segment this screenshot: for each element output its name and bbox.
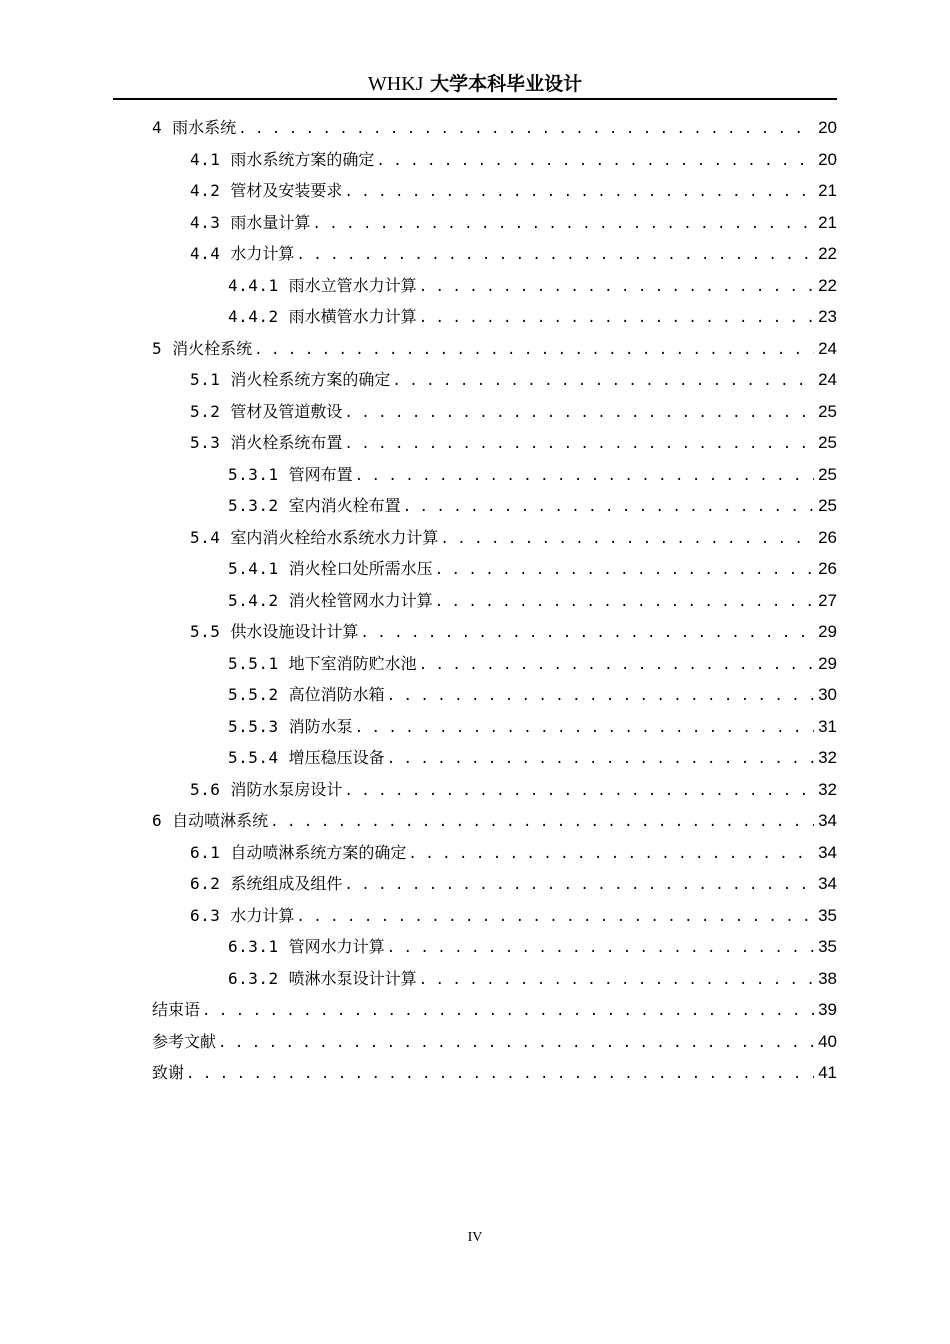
- toc-entry-title: 消火栓管网水力计算: [288, 590, 433, 610]
- toc-dot-leader: [387, 681, 814, 713]
- toc-entry-number: 4: [152, 118, 163, 137]
- toc-entry-page: 41: [818, 1063, 837, 1082]
- toc-entry-title: 结束语: [152, 1000, 201, 1019]
- toc-entry-page: 25: [818, 496, 837, 515]
- toc-dot-leader: [344, 398, 814, 430]
- toc-entry[interactable]: [152, 711, 837, 743]
- toc-entry-number: 4.4.1: [228, 275, 279, 295]
- toc-entry[interactable]: [152, 837, 837, 869]
- toc-entry[interactable]: [152, 868, 837, 900]
- toc-entry-page: 26: [818, 527, 837, 547]
- toc-entry-title: 增压稳压设备: [288, 748, 385, 767]
- toc-entry[interactable]: [152, 490, 837, 522]
- toc-entry-page: 35: [818, 937, 837, 956]
- toc-entry[interactable]: [152, 679, 837, 711]
- toc-entry[interactable]: [152, 1026, 837, 1058]
- toc-entry-number: 5.3.2: [228, 496, 279, 515]
- toc-entry-number: 5.5.4: [228, 748, 279, 767]
- toc-entry-page: 22: [818, 244, 837, 263]
- toc-entry-page: 21: [818, 181, 837, 200]
- toc-entry-title: 管网水力计算: [288, 937, 385, 956]
- toc-entry[interactable]: [152, 585, 837, 617]
- toc-entry-title: 喷淋水泵设计计算: [288, 968, 417, 988]
- toc-entry[interactable]: [152, 144, 837, 176]
- toc-entry-number: 5.2: [190, 401, 221, 421]
- toc-entry-number: 5.4.2: [228, 590, 279, 610]
- toc-dot-leader: [419, 650, 814, 682]
- toc-entry-page: 32: [818, 748, 837, 767]
- toc-entry-number: 6.3.1: [228, 937, 279, 956]
- toc-entry-number: 6.1: [190, 842, 221, 862]
- toc-dot-leader: [344, 429, 814, 461]
- toc-dot-leader: [419, 272, 814, 304]
- toc-entry-number: 5.6: [190, 779, 221, 799]
- toc-dot-leader: [387, 933, 814, 965]
- toc-entry-page: 40: [818, 1031, 837, 1051]
- toc-entry[interactable]: [152, 396, 837, 428]
- toc-entry-number: 5: [152, 338, 163, 358]
- toc-entry-page: 38: [818, 968, 837, 988]
- toc-entry-title: 消防水泵房设计: [230, 779, 343, 799]
- toc-dot-leader: [376, 146, 814, 178]
- toc-dot-leader: [296, 240, 814, 272]
- toc-dot-leader: [360, 618, 814, 650]
- toc-entry-title: 室内消火栓布置: [288, 496, 401, 515]
- toc-entry-title: 消火栓系统布置: [230, 433, 343, 452]
- toc-entry-page: 27: [818, 590, 837, 610]
- toc-entry-page: 29: [818, 622, 837, 641]
- toc-dot-leader: [254, 335, 814, 367]
- toc-dot-leader: [202, 996, 814, 1028]
- toc-entry[interactable]: [152, 616, 837, 648]
- toc-entry[interactable]: [152, 931, 837, 963]
- toc-entry-title: 消火栓口处所需水压: [288, 559, 433, 578]
- toc-entry-title: 地下室消防贮水池: [288, 653, 417, 673]
- toc-entry-page: 20: [818, 149, 837, 169]
- toc-entry[interactable]: [152, 238, 837, 270]
- toc-entry-title: 消火栓系统方案的确定: [230, 370, 391, 389]
- toc-dot-leader: [355, 713, 814, 745]
- toc-entry-number: 6.3: [190, 905, 221, 925]
- toc-entry-number: 4.4.2: [228, 307, 279, 326]
- toc-entry-number: 5.4.1: [228, 559, 279, 578]
- toc-entry-number: 6.3.2: [228, 968, 279, 988]
- toc-entry[interactable]: [152, 301, 837, 333]
- toc-dot-leader: [344, 177, 814, 209]
- toc-entry[interactable]: [152, 963, 837, 995]
- toc-entry[interactable]: [152, 1057, 837, 1089]
- toc-entry-title: 水力计算: [230, 905, 295, 925]
- toc-entry-title: 供水设施设计计算: [230, 622, 359, 641]
- toc-dot-leader: [296, 902, 814, 934]
- toc-entry-page: 26: [818, 559, 837, 578]
- toc-entry-number: 5.5.2: [228, 685, 279, 704]
- toc-dot-leader: [408, 839, 814, 871]
- toc-entry-title: 消防水泵: [288, 716, 353, 736]
- toc-entry-title: 水力计算: [230, 244, 295, 263]
- toc-entry-page: 25: [818, 433, 837, 452]
- table-of-contents: [152, 112, 837, 1089]
- toc-entry-number: 6: [152, 811, 163, 830]
- toc-entry-page: 34: [818, 811, 837, 830]
- header-prefix: WHKJ: [367, 73, 424, 95]
- toc-entry-page: 32: [818, 779, 837, 799]
- toc-entry-title: 系统组成及组件: [230, 874, 343, 893]
- toc-entry[interactable]: [152, 459, 837, 491]
- toc-entry[interactable]: [152, 774, 837, 806]
- toc-entry[interactable]: [152, 742, 837, 774]
- toc-dot-leader: [419, 303, 814, 335]
- toc-dot-leader: [344, 870, 814, 902]
- toc-entry-number: 4.1: [190, 149, 221, 169]
- toc-entry-page: 34: [818, 874, 837, 893]
- toc-entry-number: 4.3: [190, 212, 221, 232]
- toc-entry-number: 6.2: [190, 874, 221, 893]
- toc-entry-page: 25: [818, 464, 837, 484]
- toc-entry-page: 22: [818, 275, 837, 295]
- toc-entry-page: 29: [818, 653, 837, 673]
- toc-entry-title: 高位消防水箱: [288, 685, 385, 704]
- toc-entry-title: 自动喷淋系统: [172, 811, 269, 830]
- toc-entry-number: 5.1: [190, 370, 221, 389]
- toc-dot-leader: [392, 366, 814, 398]
- toc-entry-number: 5.3: [190, 433, 221, 452]
- toc-entry[interactable]: [152, 427, 837, 459]
- toc-entry[interactable]: [152, 175, 837, 207]
- toc-entry[interactable]: [152, 648, 837, 680]
- toc-entry-number: 5.5: [190, 622, 221, 641]
- toc-entry[interactable]: [152, 112, 837, 144]
- toc-entry-title: 雨水横管水力计算: [288, 307, 417, 326]
- toc-entry[interactable]: [152, 207, 837, 239]
- toc-entry-number: 4.4: [190, 244, 221, 263]
- toc-entry-number: 5.5.1: [228, 653, 279, 673]
- toc-dot-leader: [238, 114, 814, 146]
- toc-entry-title: 雨水量计算: [230, 212, 311, 232]
- toc-entry-title: 致谢: [152, 1063, 185, 1082]
- toc-entry[interactable]: [152, 805, 837, 837]
- toc-entry-page: 34: [818, 842, 837, 862]
- toc-entry-title: 自动喷淋系统方案的确定: [230, 842, 407, 862]
- toc-entry-number: 5.4: [190, 527, 221, 547]
- toc-entry-title: 管材及安装要求: [230, 181, 343, 200]
- toc-entry-title: 管材及管道敷设: [230, 401, 343, 421]
- toc-entry-number: 5.3.1: [228, 464, 279, 484]
- toc-entry[interactable]: [152, 553, 837, 585]
- header-title: 大学本科毕业设计: [430, 73, 583, 95]
- toc-entry-page: 30: [818, 685, 837, 704]
- toc-dot-leader: [419, 965, 814, 997]
- toc-dot-leader: [270, 807, 814, 839]
- toc-entry-title: 室内消火栓给水系统水力计算: [230, 527, 439, 547]
- toc-entry-number: 4.2: [190, 181, 221, 200]
- page-header: [113, 70, 837, 98]
- toc-entry-page: 39: [818, 1000, 837, 1019]
- toc-entry-page: 24: [818, 370, 837, 389]
- toc-entry-page: 25: [818, 401, 837, 421]
- toc-entry[interactable]: [152, 333, 837, 365]
- toc-entry-title: 参考文献: [152, 1031, 217, 1051]
- toc-dot-leader: [344, 776, 814, 808]
- toc-entry-page: 31: [818, 716, 837, 736]
- toc-entry-title: 消火栓系统: [172, 338, 253, 358]
- toc-entry-page: 20: [818, 118, 837, 137]
- toc-entry-page: 23: [818, 307, 837, 326]
- toc-entry[interactable]: [152, 522, 837, 554]
- page-number: IV: [467, 1230, 483, 1245]
- toc-dot-leader: [355, 461, 814, 493]
- toc-entry[interactable]: [152, 364, 837, 396]
- toc-dot-leader: [218, 1028, 814, 1060]
- toc-entry-page: 21: [818, 212, 837, 232]
- toc-entry-number: 5.5.3: [228, 716, 279, 736]
- toc-dot-leader: [403, 492, 814, 524]
- toc-entry-title: 雨水系统方案的确定: [230, 149, 375, 169]
- toc-entry-title: 雨水系统: [172, 118, 237, 137]
- toc-entry-page: 24: [818, 338, 837, 358]
- toc-dot-leader: [435, 587, 814, 619]
- toc-dot-leader: [435, 555, 814, 587]
- toc-entry[interactable]: [152, 270, 837, 302]
- toc-dot-leader: [440, 524, 814, 556]
- toc-dot-leader: [312, 209, 814, 241]
- toc-entry-title: 雨水立管水力计算: [288, 275, 417, 295]
- toc-entry-page: 35: [818, 905, 837, 925]
- toc-dot-leader: [387, 744, 814, 776]
- toc-entry[interactable]: [152, 900, 837, 932]
- toc-dot-leader: [186, 1059, 814, 1091]
- header-divider: [113, 98, 837, 100]
- toc-entry-title: 管网布置: [288, 464, 353, 484]
- toc-entry[interactable]: [152, 994, 837, 1026]
